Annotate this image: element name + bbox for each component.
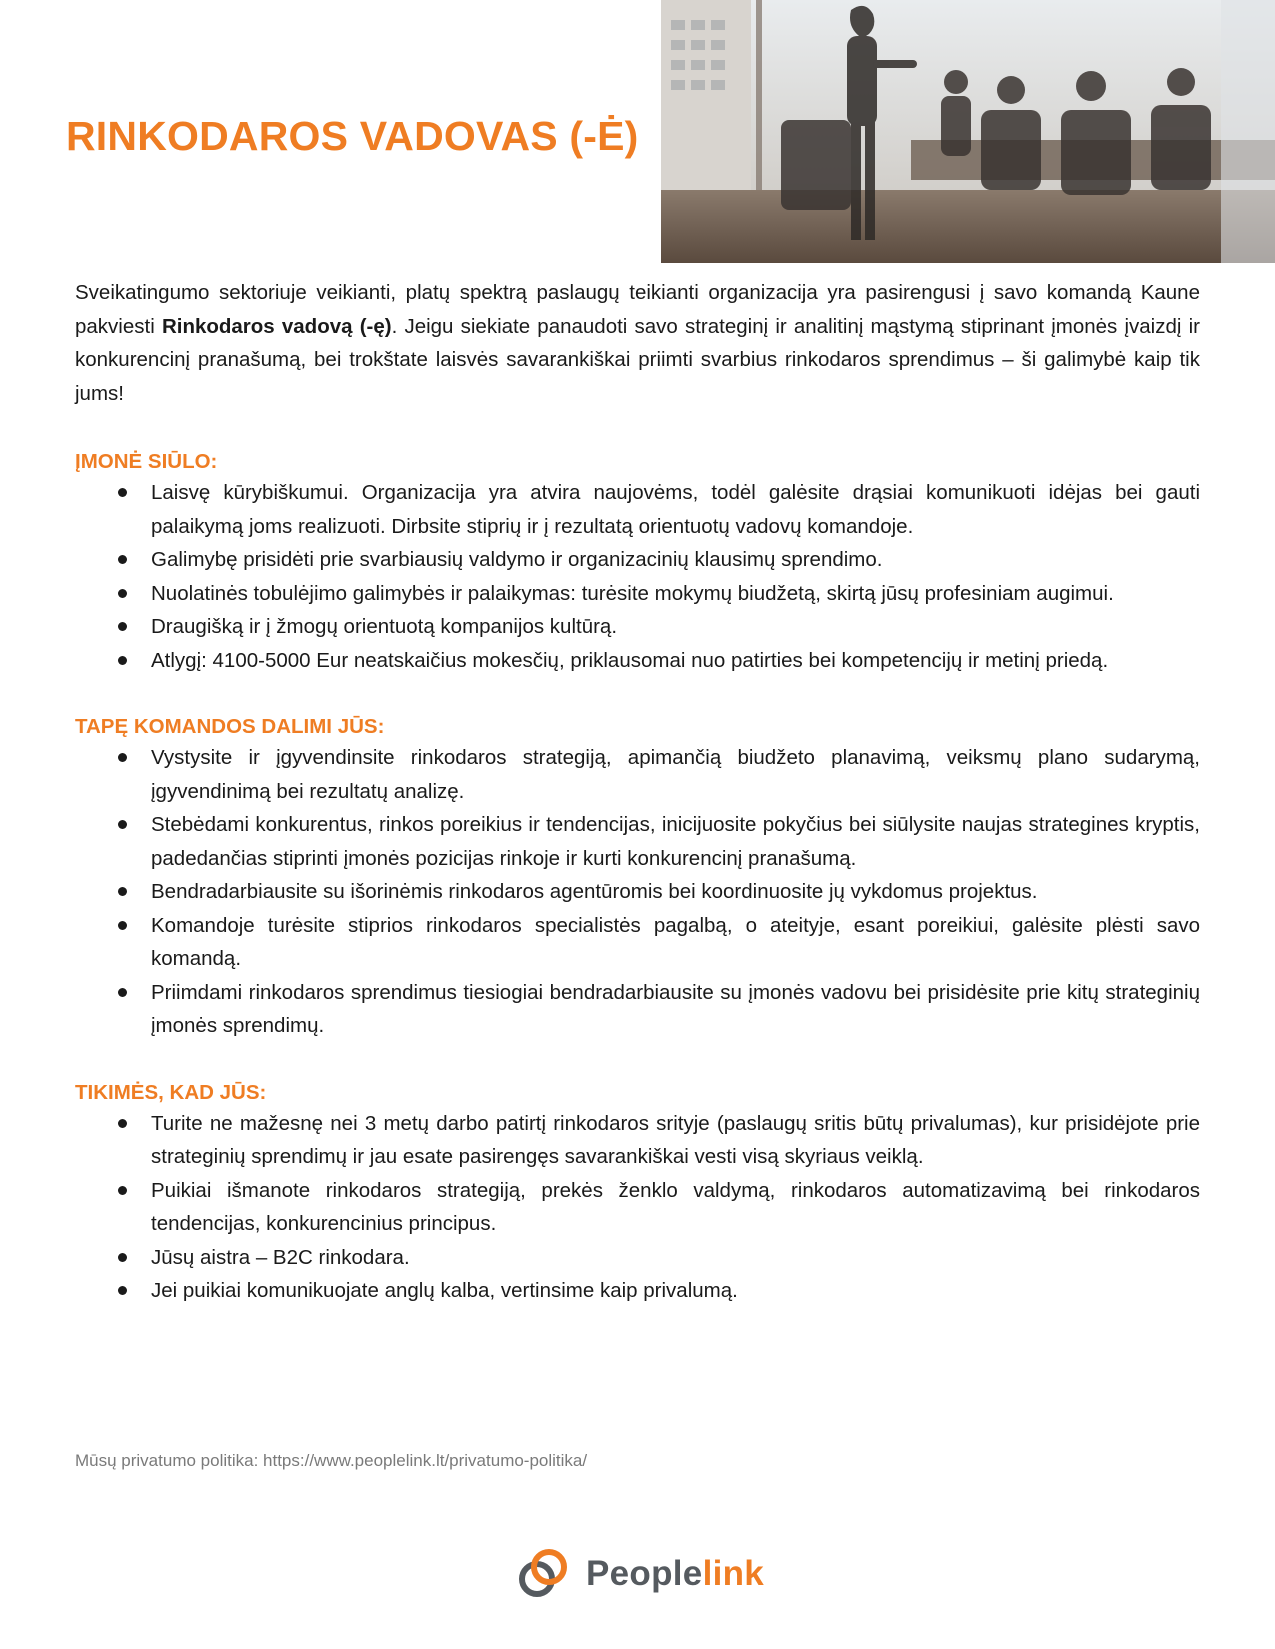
responsibilities-section [75, 713, 1200, 1043]
peoplelink-logo [512, 1543, 764, 1605]
list-item: Atlygį: 4100-5000 Eur neatskaičius mokesčių, priklausomai nuo patirties bei kompetencijų ir metinį priedą. [75, 644, 1200, 678]
company-offers-heading: ĮMONĖ SIŪLO: [75, 450, 218, 473]
company-offers-section [75, 448, 1200, 677]
list-item: Turite ne mažesnę nei 3 metų darbo patirtį rinkodaros srityje (paslaugų sritis būtų privalumas), kur prisidėjote prie strateginių sprendimų ir jau esate pasirengęs savarankiškai vesti visą skyriaus veiklą. [75, 1107, 1200, 1174]
requirements-section [75, 1079, 1200, 1308]
header-photo-office-meeting [661, 0, 1275, 263]
list-item: Priimdami rinkodaros sprendimus tiesiogiai bendradarbiausite su įmonės vadovu bei prisidėsite prie kitų strateginių įmonės sprendimų. [75, 976, 1200, 1043]
company-offers-list [75, 476, 1200, 677]
peoplelink-mark-icon [512, 1543, 574, 1605]
responsibilities-list [75, 741, 1200, 1043]
job-title: RINKODAROS VADOVAS (-Ė) [66, 113, 639, 159]
list-item: Jei puikiai komunikuojate anglų kalba, vertinsime kaip privalumą. [75, 1274, 1200, 1308]
job-description [75, 276, 1200, 1308]
list-item: Stebėdami konkurentus, rinkos poreikius ir tendencijas, inicijuosite pokyčius bei siūlysite naujas strategines kryptis, padedančias stiprinti įmonės pozicijas rinkoje ir kurti konkurencinį pranašumą. [75, 808, 1200, 875]
intro-text-start: Sveikatingumo sektoriuje veikianti, platų spektrą paslaugų teikianti organizacija yra pasirengusi į savo komandą Kaune pakviesti [75, 281, 1200, 338]
requirements-list [75, 1107, 1200, 1308]
responsibilities-heading: TAPĘ KOMANDOS DALIMI JŪS: [75, 715, 385, 738]
intro-text-end: . Jeigu siekiate panaudoti savo strateginį ir analitinį mąstymą stiprinant įmonės įvaizdį ir konkurencinį pranašumą, bei trokštate laisvės savarankiškai priimti svarbius rinkodaros sprendimus – ši galimybė kaip tik jums! [75, 314, 1200, 405]
list-item: Laisvę kūrybiškumui. Organizacija yra atvira naujovėms, todėl galėsite drąsiai komunikuoti idėjas bei gauti palaikymą joms realizuoti. Dirbsite stiprių ir į rezultatą orientuotų vadovų komandoje. [75, 476, 1200, 543]
list-item: Bendradarbiausite su išorinėmis rinkodaros agentūromis bei koordinuosite jų vykdomus projektus. [75, 875, 1200, 909]
office-meeting-photo [661, 0, 1275, 263]
intro-position-name: Rinkodaros vadovą (-ę) [161, 314, 392, 338]
list-item: Vystysite ir įgyvendinsite rinkodaros strategiją, apimančią biudžeto planavimą, veiksmų plano sudarymą, įgyvendinimą bei rezultatų analizę. [75, 741, 1200, 808]
list-item: Galimybę prisidėti prie svarbiausių valdymo ir organizacinių klausimų sprendimo. [75, 543, 1200, 577]
requirements-heading: TIKIMĖS, KAD JŪS: [75, 1080, 267, 1104]
privacy-policy-link[interactable]: Mūsų privatumo politika: https://www.peoplelink.lt/privatumo-politika/ [75, 1451, 588, 1470]
list-item: Nuolatinės tobulėjimo galimybės ir palaikymas: turėsite mokymų biudžetą, skirtą jūsų profesiniam augimui. [75, 577, 1200, 611]
list-item: Draugišką ir į žmogų orientuotą kompanijos kultūrą. [75, 610, 1200, 644]
list-item: Puikiai išmanote rinkodaros strategiją, prekės ženklo valdymą, rinkodaros automatizavimą bei rinkodaros tendencijas, konkurencinius principus. [75, 1174, 1200, 1241]
logo-text-link: link [702, 1554, 765, 1593]
logo-text-people: People [586, 1554, 703, 1593]
intro-paragraph [75, 276, 1200, 410]
list-item: Jūsų aistra – B2C rinkodara. [75, 1241, 1200, 1275]
peoplelink-wordmark [586, 1554, 764, 1594]
list-item: Komandoje turėsite stiprios rinkodaros specialistės pagalbą, o ateityje, esant poreikiui, galėsite plėsti savo komandą. [75, 909, 1200, 976]
